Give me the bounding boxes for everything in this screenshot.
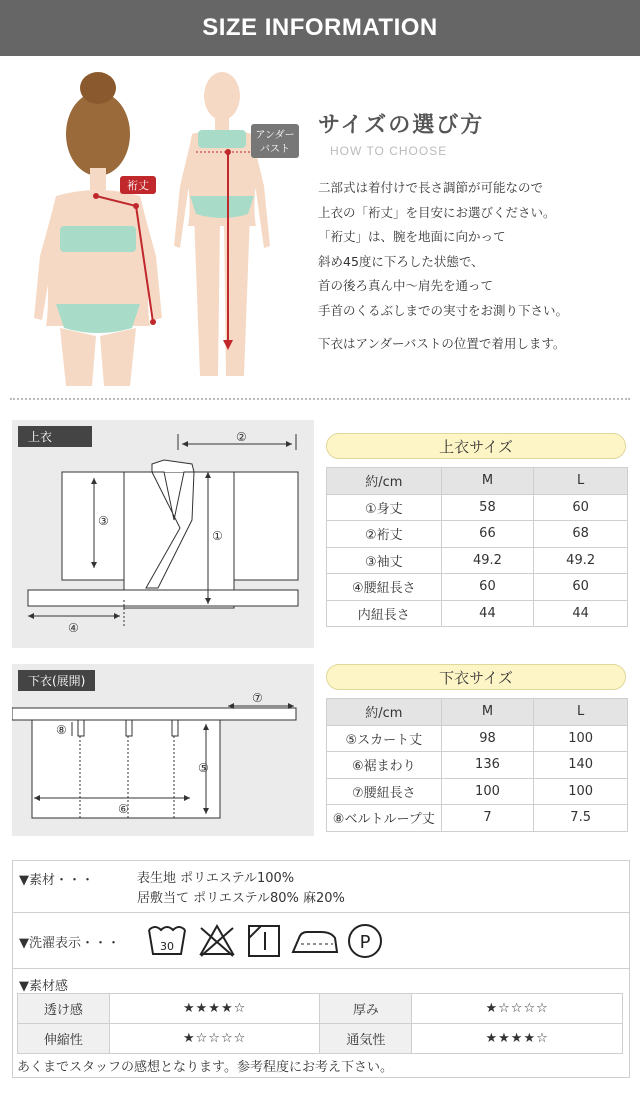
- bottom-garment-diagram: [12, 664, 314, 836]
- dry-clean-p-icon: [349, 925, 381, 957]
- no-bleach-icon: [201, 926, 233, 956]
- measurement-figure-illustration: [0, 56, 310, 396]
- feel-table: [17, 993, 623, 1054]
- table-cell: 136: [441, 752, 534, 779]
- underbust-label-line2: バスト: [260, 144, 290, 155]
- washing-row: [13, 913, 629, 969]
- table-cell: 66: [441, 521, 534, 548]
- wash-temp-label: 30: [160, 940, 174, 953]
- guide-line: 上衣の「裄丈」を目安にお選びください。: [318, 204, 556, 220]
- table-row: [327, 778, 628, 805]
- feel-note: あくまでスタッフの感想となります。参考程度にお考え下さい。: [17, 1060, 393, 1075]
- feel-name-cell: 厚み: [320, 994, 412, 1024]
- guide-subtitle: HOW TO CHOOSE: [330, 144, 448, 158]
- header-cell: L: [534, 699, 628, 726]
- table-row: [327, 494, 628, 521]
- table-cell: ④腰紐長さ: [327, 574, 442, 601]
- table-row: [327, 574, 628, 601]
- guide-text: [318, 176, 628, 324]
- table-cell: 140: [534, 752, 628, 779]
- bottom-diagram-label: 下衣(展開): [18, 670, 95, 691]
- table-cell: 44: [534, 600, 628, 627]
- table-cell: ⑧ベルトループ丈: [327, 805, 442, 832]
- marker-4: ④: [68, 621, 79, 635]
- table-row: [327, 547, 628, 574]
- material-line: 居敷当て ポリエステル80% 麻20%: [137, 891, 345, 906]
- material-line: 表生地 ポリエステル100%: [137, 871, 295, 886]
- marker-3: ③: [98, 514, 109, 528]
- table-cell: 98: [441, 725, 534, 752]
- material-label: ▼素材・・・: [19, 873, 94, 888]
- top-size-table: [326, 467, 628, 627]
- marker-1: ①: [212, 529, 223, 543]
- bottom-garment-drawing: [12, 664, 314, 836]
- table-row: [327, 521, 628, 548]
- guide-note: 下衣はアンダーバストの位置で着用します。: [318, 336, 566, 351]
- table-cell: 60: [441, 574, 534, 601]
- marker-7: ⑦: [252, 691, 263, 705]
- header-cell: M: [441, 699, 534, 726]
- table-cell: 7.5: [534, 805, 628, 832]
- iron-low-icon: [293, 932, 337, 952]
- table-cell: 100: [441, 778, 534, 805]
- table-cell: 内紐長さ: [327, 600, 442, 627]
- guide-line: 斜め45度に下ろした状態で、: [318, 253, 484, 269]
- bottom-size-banner: 下衣サイズ: [326, 664, 626, 690]
- table-row: [18, 994, 623, 1024]
- table-cell: 68: [534, 521, 628, 548]
- underbust-label-line1: アンダー: [255, 130, 295, 141]
- bottom-size-table: [326, 698, 628, 832]
- table-row: [18, 1024, 623, 1054]
- top-garment-drawing: [12, 420, 314, 648]
- marker-2: ②: [236, 430, 247, 444]
- header-cell: M: [441, 468, 534, 495]
- top-diagram-label: 上衣: [18, 426, 92, 447]
- wash-30-icon: [149, 927, 185, 954]
- table-cell: ③袖丈: [327, 547, 442, 574]
- front-figure: [174, 72, 299, 376]
- table-cell: ⑦腰紐長さ: [327, 778, 442, 805]
- feel-label: ▼素材感: [19, 979, 68, 994]
- table-cell: 49.2: [534, 547, 628, 574]
- guide-line: 二部式は着付けで長さ調節が可能なので: [318, 180, 544, 195]
- guide-title: サイズの選び方: [318, 113, 485, 138]
- table-cell: ②裄丈: [327, 521, 442, 548]
- feel-name-cell: 伸縮性: [18, 1024, 110, 1054]
- page-title: SIZE INFORMATION: [202, 14, 438, 41]
- table-row: [327, 805, 628, 832]
- table-cell: 7: [441, 805, 534, 832]
- back-figure: [34, 72, 162, 386]
- table-row: [327, 600, 628, 627]
- table-cell: 100: [534, 725, 628, 752]
- header-cell: 約/cm: [327, 699, 442, 726]
- guide-line: 「裄丈」は、腕を地面に向かって: [318, 229, 506, 245]
- material-values: [137, 869, 345, 909]
- table-row: [327, 752, 628, 779]
- washing-icons: [145, 920, 385, 962]
- table-cell: 49.2: [441, 547, 534, 574]
- marker-8: ⑧: [56, 723, 67, 737]
- section-divider: [10, 398, 630, 400]
- table-cell: ①身丈: [327, 494, 442, 521]
- table-cell: ⑤スカート丈: [327, 725, 442, 752]
- material-row: [13, 861, 629, 913]
- table-header-row: [327, 468, 628, 495]
- header-bar: [0, 0, 640, 56]
- top-size-banner: 上衣サイズ: [326, 433, 626, 459]
- table-cell: 58: [441, 494, 534, 521]
- material-info-box: [12, 860, 630, 1078]
- table-row: [327, 725, 628, 752]
- marker-6: ⑥: [118, 802, 129, 816]
- header-cell: L: [534, 468, 628, 495]
- table-cell: 100: [534, 778, 628, 805]
- table-cell: 60: [534, 494, 628, 521]
- guide-line: 手首のくるぶしまでの実寸をお測り下さい。: [318, 302, 569, 318]
- header-cell: 約/cm: [327, 468, 442, 495]
- guide-line: 首の後ろ真ん中〜肩先を通って: [318, 278, 494, 294]
- feel-rating-cell: ★☆☆☆☆: [412, 994, 623, 1024]
- feel-rating-cell: ★★★★☆: [412, 1024, 623, 1054]
- washing-label: ▼洗濯表示・・・: [19, 936, 120, 951]
- line-dry-shade-icon: [249, 926, 279, 956]
- feel-rating-cell: ★☆☆☆☆: [109, 1024, 320, 1054]
- size-guide-section: [0, 56, 640, 396]
- table-header-row: [327, 699, 628, 726]
- dry-clean-letter: P: [359, 932, 371, 953]
- table-cell: 44: [441, 600, 534, 627]
- top-garment-diagram: [12, 420, 314, 648]
- feel-name-cell: 通気性: [320, 1024, 412, 1054]
- table-cell: ⑥裾まわり: [327, 752, 442, 779]
- yuki-label: 裄丈: [127, 179, 149, 192]
- feel-rating-cell: ★★★★☆: [109, 994, 320, 1024]
- table-cell: 60: [534, 574, 628, 601]
- feel-name-cell: 透け感: [18, 994, 110, 1024]
- marker-5: ⑤: [198, 761, 209, 775]
